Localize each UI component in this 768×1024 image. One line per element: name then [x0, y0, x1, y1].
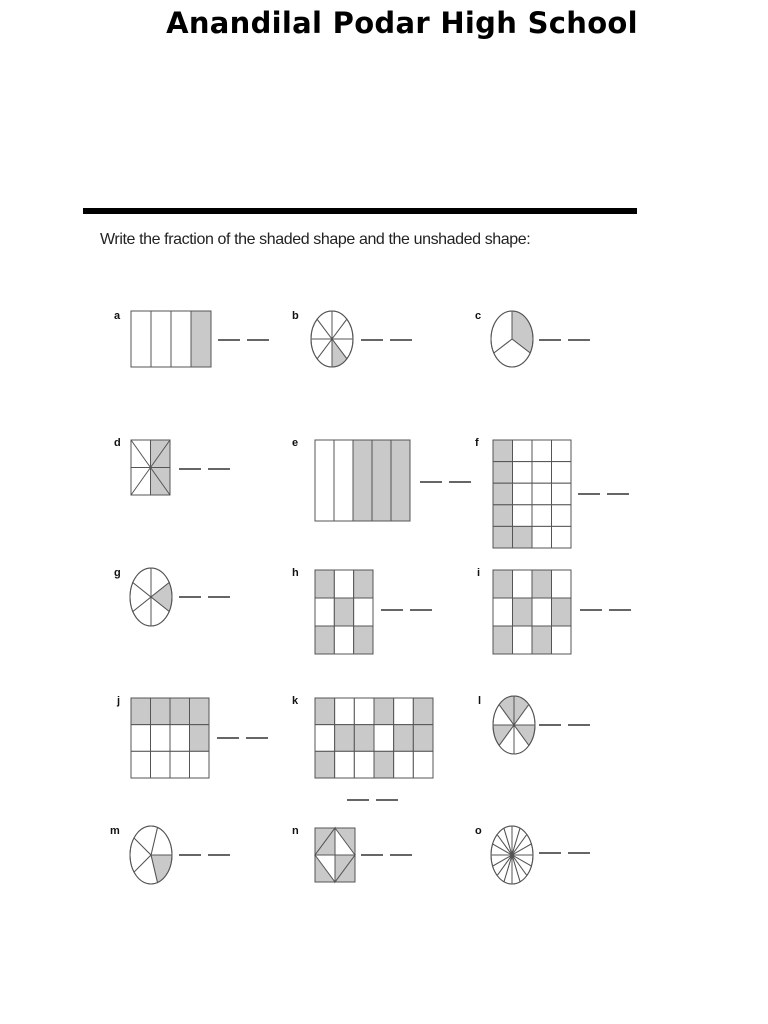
- figure-f-cell: [513, 483, 533, 505]
- figure-f-cell: [532, 440, 552, 462]
- figure-j-cell: [190, 751, 210, 778]
- figure-f-cell: [552, 440, 572, 462]
- problem-label-n: n: [292, 825, 299, 837]
- figure-k-cell: [335, 698, 355, 725]
- figure-k-cell: [354, 725, 374, 752]
- figure-i-cell: [552, 598, 572, 626]
- figure-f-cell: [493, 440, 513, 462]
- figure-f-cell: [513, 505, 533, 527]
- problem-label-j: j: [117, 695, 121, 707]
- figure-f-cell: [552, 505, 572, 527]
- figure-j-cell: [131, 751, 151, 778]
- problem-label-a: a: [114, 310, 121, 322]
- problem-label-b: b: [292, 310, 299, 322]
- figure-c: [491, 311, 533, 367]
- figure-j-cell: [190, 725, 210, 752]
- figure-e-part: [353, 440, 372, 521]
- figure-j-cell: [170, 725, 190, 752]
- figure-a-part: [131, 311, 151, 367]
- figure-j-cell: [170, 751, 190, 778]
- figure-j-cell: [190, 698, 210, 725]
- figure-i-cell: [493, 598, 513, 626]
- figure-j-cell: [151, 725, 171, 752]
- figure-f-cell: [493, 462, 513, 484]
- school-title: Anandilal Podar High School: [166, 6, 638, 40]
- figure-h-cell: [334, 626, 353, 654]
- figure-k-cell: [413, 751, 433, 778]
- figure-k: [315, 698, 433, 778]
- figure-m: [130, 826, 172, 884]
- figure-i-cell: [532, 570, 552, 598]
- problem-label-c: c: [475, 310, 482, 322]
- figure-k-cell: [354, 698, 374, 725]
- figure-h-cell: [334, 570, 353, 598]
- figure-a-part: [151, 311, 171, 367]
- figure-k-cell: [335, 751, 355, 778]
- figure-k-cell: [315, 751, 335, 778]
- figure-f-cell: [532, 505, 552, 527]
- figure-i-cell: [513, 598, 533, 626]
- figure-f-cell: [493, 526, 513, 548]
- figure-i-cell: [532, 626, 552, 654]
- figure-k-cell: [394, 751, 414, 778]
- figure-f-cell: [532, 462, 552, 484]
- figure-h: [315, 570, 373, 654]
- figure-i-cell: [513, 570, 533, 598]
- figure-k-cell: [315, 698, 335, 725]
- figure-k-cell: [374, 725, 394, 752]
- figure-l: [493, 696, 535, 754]
- figure-o: [491, 826, 533, 884]
- figure-i: [493, 570, 571, 654]
- figure-f-cell: [493, 505, 513, 527]
- figure-k-cell: [354, 751, 374, 778]
- problem-label-o: o: [475, 825, 482, 837]
- figure-i-cell: [513, 626, 533, 654]
- figure-e-part: [372, 440, 391, 521]
- problem-label-h: h: [292, 567, 299, 579]
- figure-j-cell: [131, 725, 151, 752]
- problem-label-i: i: [477, 567, 481, 579]
- figure-f-cell: [513, 526, 533, 548]
- figure-i-cell: [552, 570, 572, 598]
- figure-e-part: [315, 440, 334, 521]
- problem-label-g: g: [114, 567, 121, 579]
- figure-k-cell: [315, 725, 335, 752]
- figure-f-cell: [513, 462, 533, 484]
- figure-a-part: [171, 311, 191, 367]
- figure-j: [131, 698, 209, 778]
- problem-label-d: d: [114, 437, 121, 449]
- figure-i-cell: [532, 598, 552, 626]
- figure-f: [493, 440, 571, 548]
- figure-i-cell: [493, 570, 513, 598]
- figure-h-cell: [354, 570, 373, 598]
- figure-h-cell: [315, 626, 334, 654]
- figure-k-cell: [413, 698, 433, 725]
- figure-k-cell: [394, 698, 414, 725]
- figure-i-cell: [493, 626, 513, 654]
- figure-f-cell: [532, 483, 552, 505]
- figure-a: [131, 311, 211, 367]
- figure-e: [315, 440, 410, 521]
- figure-e-part: [391, 440, 410, 521]
- figure-n: [315, 828, 355, 882]
- figure-f-cell: [552, 526, 572, 548]
- figure-k-cell: [374, 751, 394, 778]
- figure-j-cell: [131, 698, 151, 725]
- figure-h-cell: [354, 598, 373, 626]
- figure-g: [130, 568, 172, 626]
- figure-h-cell: [334, 598, 353, 626]
- figure-j-cell: [151, 751, 171, 778]
- problem-label-f: f: [475, 437, 479, 449]
- figure-h-cell: [354, 626, 373, 654]
- problem-label-k: k: [292, 695, 299, 707]
- figure-f-cell: [552, 483, 572, 505]
- figure-h-cell: [315, 570, 334, 598]
- figure-j-cell: [170, 698, 190, 725]
- figure-f-cell: [532, 526, 552, 548]
- figure-f-cell: [513, 440, 533, 462]
- figure-k-cell: [374, 698, 394, 725]
- problem-label-m: m: [110, 825, 120, 837]
- figure-k-cell: [335, 725, 355, 752]
- figure-e-part: [334, 440, 353, 521]
- worksheet-instruction: Write the fraction of the shaded shape and the unshaded shape:: [100, 231, 531, 248]
- figure-j-cell: [151, 698, 171, 725]
- figure-f-cell: [493, 483, 513, 505]
- figure-h-cell: [315, 598, 334, 626]
- figure-d: [131, 440, 170, 495]
- figure-f-cell: [552, 462, 572, 484]
- figure-a-part: [191, 311, 211, 367]
- problem-label-e: e: [292, 437, 299, 449]
- figure-k-cell: [394, 725, 414, 752]
- problem-label-l: l: [478, 695, 482, 707]
- figure-i-cell: [552, 626, 572, 654]
- figure-b: [311, 311, 353, 367]
- figure-k-cell: [413, 725, 433, 752]
